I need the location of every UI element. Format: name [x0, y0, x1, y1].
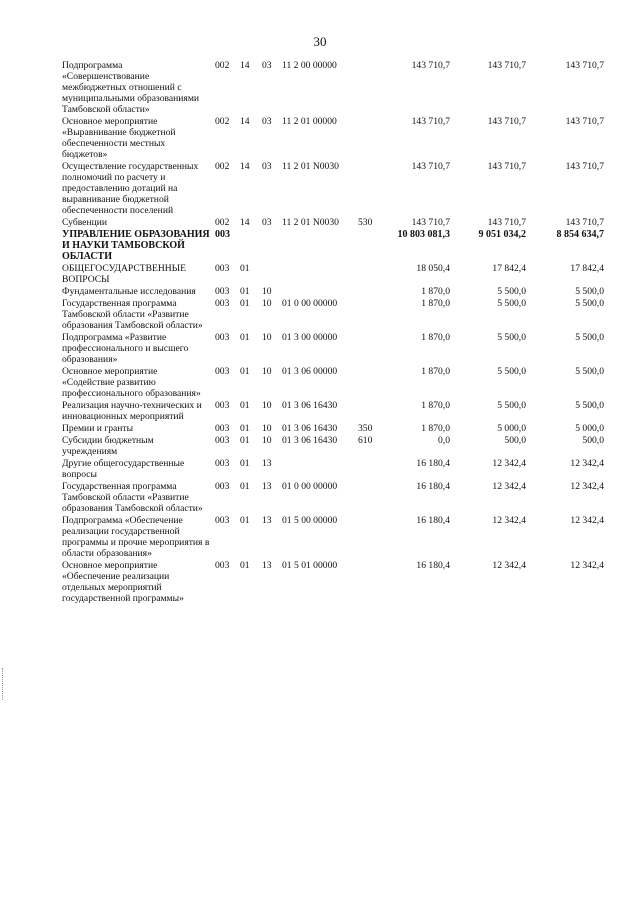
row-amount-year1: 1 870,0 — [421, 423, 450, 434]
row-name: Государственная программа Тамбовской области «Развитие образования Тамбовской области» — [62, 298, 203, 331]
row-name: Подпрограмма «Обеспечение реализации государственной программы и прочие мероприятия в области образования» — [62, 515, 210, 559]
row-amount-year2: 12 342,4 — [492, 481, 526, 492]
row-target-article: 11 2 00 00000 — [282, 60, 337, 71]
row-subsection-code: 13 — [262, 515, 272, 526]
row-section-code: 01 — [240, 400, 250, 411]
row-expense-type — [358, 60, 388, 116]
row-amount-year3: 12 342,4 — [570, 481, 604, 492]
row-name: ОБЩЕГОСУДАРСТВЕННЫЕ ВОПРОСЫ — [62, 263, 186, 285]
row-amount-year2: 5 500,0 — [497, 400, 526, 411]
row-amount-year1: 18 050,4 — [416, 263, 450, 274]
row-amount-year3: 143 710,7 — [565, 217, 604, 228]
row-amount-year1: 143 710,7 — [411, 60, 450, 71]
row-subsection-code: 03 — [262, 217, 272, 228]
row-amount-year2: 5 500,0 — [497, 286, 526, 297]
row-target-article — [282, 458, 358, 481]
row-subsection-code: 10 — [262, 435, 272, 446]
row-amount-year1: 1 870,0 — [421, 332, 450, 343]
row-section-code: 01 — [240, 286, 250, 297]
table-row — [62, 435, 604, 458]
row-ved-code: 003 — [215, 366, 230, 377]
row-amount-year2: 12 342,4 — [492, 515, 526, 526]
row-amount-year3: 12 342,4 — [570, 458, 604, 469]
row-amount-year1: 16 180,4 — [416, 458, 450, 469]
row-ved-code: 003 — [215, 458, 230, 469]
row-name: Основное мероприятие «Обеспечение реализации отдельных мероприятий государственной программы» — [62, 560, 184, 604]
row-subsection-code: 10 — [262, 423, 272, 434]
row-section-code: 01 — [240, 435, 250, 446]
row-subsection-code: 10 — [262, 332, 272, 343]
table-body — [62, 60, 604, 605]
table-row — [62, 116, 604, 161]
row-amount-year3: 5 500,0 — [575, 332, 604, 343]
row-amount-year1: 16 180,4 — [416, 481, 450, 492]
page-number: 30 — [313, 34, 327, 49]
row-amount-year3: 5 500,0 — [575, 366, 604, 377]
row-expense-type — [358, 263, 388, 286]
table-row — [62, 458, 604, 481]
row-ved-code: 002 — [215, 116, 230, 127]
row-section-code: 01 — [240, 332, 250, 343]
row-amount-year2: 143 710,7 — [487, 60, 526, 71]
row-amount-year1: 1 870,0 — [421, 400, 450, 411]
row-ved-code: 002 — [215, 161, 230, 172]
row-amount-year2: 5 500,0 — [497, 366, 526, 377]
row-section-code: 01 — [240, 515, 250, 526]
table-row — [62, 515, 604, 560]
row-ved-code: 002 — [215, 217, 230, 228]
row-amount-year2: 500,0 — [504, 435, 526, 446]
row-target-article: 01 3 06 16430 — [282, 423, 338, 434]
row-expense-type — [358, 229, 388, 263]
row-subsection-code — [262, 263, 282, 286]
row-subsection-code: 03 — [262, 116, 272, 127]
row-subsection-code: 10 — [262, 366, 272, 377]
row-amount-year3: 12 342,4 — [570, 515, 604, 526]
row-target-article: 01 3 06 16430 — [282, 400, 338, 411]
row-section-code: 01 — [240, 458, 250, 469]
row-amount-year1: 10 803 081,3 — [397, 229, 450, 240]
row-amount-year3: 12 342,4 — [570, 560, 604, 571]
row-expense-type: 610 — [358, 435, 373, 446]
row-amount-year3: 143 710,7 — [565, 161, 604, 172]
row-ved-code: 003 — [215, 560, 230, 571]
row-amount-year1: 143 710,7 — [411, 116, 450, 127]
row-ved-code: 003 — [215, 423, 230, 434]
row-name: Фундаментальные исследования — [62, 286, 196, 297]
row-expense-type — [358, 481, 388, 515]
row-target-article: 01 0 00 00000 — [282, 298, 338, 309]
row-target-article: 01 5 01 00000 — [282, 560, 338, 571]
row-name: Подпрограмма «Совершенствование межбюджетных отношений с муниципальными образованиями Тамбовской области» — [62, 60, 200, 115]
row-expense-type — [358, 458, 388, 481]
row-amount-year3: 143 710,7 — [565, 60, 604, 71]
row-amount-year1: 16 180,4 — [416, 560, 450, 571]
row-amount-year2: 143 710,7 — [487, 217, 526, 228]
row-subsection-code: 13 — [262, 481, 272, 492]
row-section-code: 01 — [240, 263, 250, 274]
table-row — [62, 60, 604, 116]
row-name: Основное мероприятие «Выравнивание бюджетной обеспеченности местных бюджетов» — [62, 116, 176, 160]
row-amount-year1: 16 180,4 — [416, 515, 450, 526]
row-subsection-code: 03 — [262, 60, 272, 71]
row-amount-year1: 1 870,0 — [421, 366, 450, 377]
row-section-code — [240, 229, 262, 263]
row-ved-code: 002 — [215, 60, 230, 71]
row-amount-year3: 143 710,7 — [565, 116, 604, 127]
row-section-code: 01 — [240, 366, 250, 377]
row-name: Осуществление государственных полномочий по расчету и предоставлению дотаций на выравнивание бюджетной обеспеченности поселений — [62, 161, 199, 216]
row-target-article: 11 2 01 N0030 — [282, 217, 339, 228]
row-subsection-code: 10 — [262, 286, 272, 297]
row-ved-code: 003 — [215, 263, 230, 274]
row-subsection-code: 13 — [262, 458, 272, 469]
row-target-article — [282, 229, 358, 263]
row-amount-year1: 143 710,7 — [411, 217, 450, 228]
row-ved-code: 003 — [215, 515, 230, 526]
row-subsection-code — [262, 229, 282, 263]
row-name: Субвенции — [62, 217, 107, 228]
row-amount-year2: 143 710,7 — [487, 161, 526, 172]
row-ved-code: 003 — [215, 435, 230, 446]
row-target-article — [282, 263, 358, 286]
row-amount-year1: 0,0 — [438, 435, 450, 446]
table-row — [62, 366, 604, 400]
row-section-code: 01 — [240, 298, 250, 309]
row-expense-type — [358, 400, 388, 423]
row-amount-year2: 5 500,0 — [497, 298, 526, 309]
row-expense-type — [358, 560, 388, 605]
row-subsection-code: 10 — [262, 400, 272, 411]
row-amount-year1: 143 710,7 — [411, 161, 450, 172]
table-row — [62, 332, 604, 366]
row-amount-year3: 8 854 634,7 — [556, 229, 604, 240]
row-name: Основное мероприятие «Содействие развитию профессионального образования» — [62, 366, 201, 399]
row-ved-code: 003 — [215, 298, 230, 309]
row-amount-year3: 17 842,4 — [570, 263, 604, 274]
table-row — [62, 298, 604, 332]
row-expense-type — [358, 515, 388, 560]
row-expense-type — [358, 298, 388, 332]
row-amount-year2: 12 342,4 — [492, 560, 526, 571]
row-ved-code: 003 — [215, 332, 230, 343]
scan-margin-mark — [2, 668, 5, 700]
table-row — [62, 229, 604, 263]
row-name: Подпрограмма «Развитие профессионального и высшего образования» — [62, 332, 189, 365]
row-subsection-code: 10 — [262, 298, 272, 309]
row-amount-year2: 12 342,4 — [492, 458, 526, 469]
table-row — [62, 400, 604, 423]
row-amount-year2: 5 500,0 — [497, 332, 526, 343]
row-name: Другие общегосударственные вопросы — [62, 458, 185, 480]
table-row — [62, 286, 604, 298]
row-expense-type: 530 — [358, 217, 373, 228]
row-name: Субсидии бюджетным учреждениям — [62, 435, 154, 457]
row-expense-type — [358, 116, 388, 161]
row-target-article: 11 2 01 00000 — [282, 116, 337, 127]
row-expense-type: 350 — [358, 423, 373, 434]
row-subsection-code: 13 — [262, 560, 272, 571]
row-section-code: 01 — [240, 560, 250, 571]
row-amount-year1: 1 870,0 — [421, 298, 450, 309]
row-expense-type — [358, 161, 388, 217]
row-expense-type — [358, 332, 388, 366]
row-amount-year3: 5 500,0 — [575, 298, 604, 309]
row-section-code: 14 — [240, 60, 250, 71]
row-amount-year3: 5 000,0 — [575, 423, 604, 434]
row-target-article: 01 3 00 00000 — [282, 332, 338, 343]
row-amount-year2: 17 842,4 — [492, 263, 526, 274]
row-section-code: 01 — [240, 423, 250, 434]
table-row — [62, 263, 604, 286]
row-amount-year2: 5 000,0 — [497, 423, 526, 434]
row-target-article: 11 2 01 N0030 — [282, 161, 339, 172]
table-row — [62, 423, 604, 435]
row-expense-type — [358, 286, 388, 298]
row-section-code: 14 — [240, 116, 250, 127]
row-ved-code: 003 — [215, 481, 230, 492]
row-amount-year2: 143 710,7 — [487, 116, 526, 127]
row-amount-year3: 5 500,0 — [575, 400, 604, 411]
row-target-article: 01 3 06 00000 — [282, 366, 338, 377]
row-amount-year1: 1 870,0 — [421, 286, 450, 297]
row-section-code: 14 — [240, 161, 250, 172]
table-row — [62, 560, 604, 605]
row-target-article: 01 5 00 00000 — [282, 515, 338, 526]
row-section-code: 01 — [240, 481, 250, 492]
row-target-article: 01 3 06 16430 — [282, 435, 338, 446]
row-section-code: 14 — [240, 217, 250, 228]
row-name: Государственная программа Тамбовской области «Развитие образования Тамбовской области» — [62, 481, 203, 514]
row-amount-year3: 5 500,0 — [575, 286, 604, 297]
row-target-article — [282, 286, 358, 298]
row-ved-code: 003 — [215, 229, 230, 240]
row-name: УПРАВЛЕНИЕ ОБРАЗОВАНИЯ И НАУКИ ТАМБОВСКОЙ ОБЛАСТИ — [62, 229, 210, 262]
row-name: Премии и гранты — [62, 423, 134, 434]
row-ved-code: 003 — [215, 286, 230, 297]
row-name: Реализация научно-технических и инновационных мероприятий — [62, 400, 202, 422]
table-row — [62, 217, 604, 229]
table-row — [62, 161, 604, 217]
row-subsection-code: 03 — [262, 161, 272, 172]
row-amount-year3: 500,0 — [582, 435, 604, 446]
row-amount-year2: 9 051 034,2 — [478, 229, 526, 240]
row-expense-type — [358, 366, 388, 400]
table-row — [62, 481, 604, 515]
row-ved-code: 003 — [215, 400, 230, 411]
budget-table — [62, 60, 604, 605]
row-target-article: 01 0 00 00000 — [282, 481, 338, 492]
